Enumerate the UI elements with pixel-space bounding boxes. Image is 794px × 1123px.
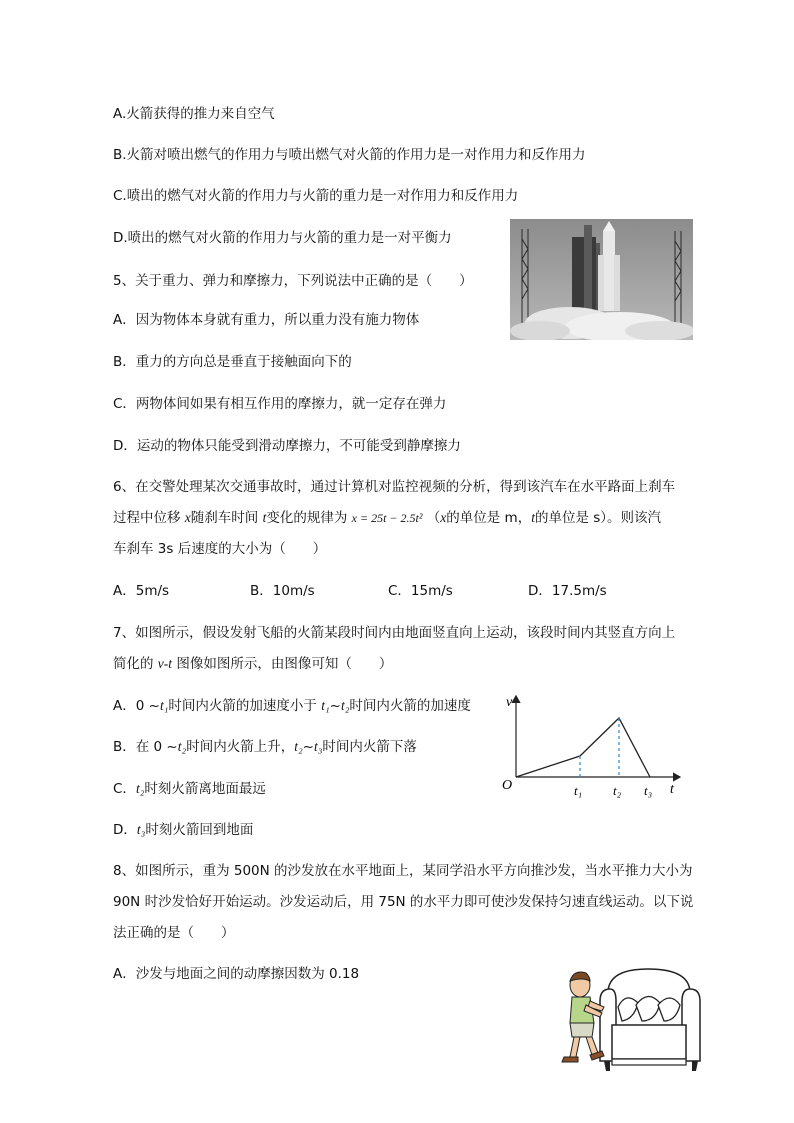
q6-option-d: D．17.5m/s xyxy=(528,583,607,599)
q6-stem-line2: 过程中位移 x随刹车时间 t变化的规律为 x = 25t − 2.5t² （x的单位是 m，t的单位是 s）。则该汽 xyxy=(113,510,662,526)
q5-stem: 5、关于重力、弹力和摩擦力，下列说法中正确的是（ ） xyxy=(113,273,473,289)
q7-stem-line2: 简化的 v-t 图像如图所示，由图像可知（ ） xyxy=(113,656,393,672)
q8-stem-line1: 8、如图所示，重为 500N 的沙发放在水平地面上，某同学沿水平方向推沙发，当水平推力大小为 xyxy=(113,863,693,879)
q8-option-a: A．沙发与地面之间的动摩擦因数为 0.18 xyxy=(113,966,360,982)
q7-option-d: D．t₃时刻火箭回到地面 xyxy=(113,822,254,838)
q6-stem-line1: 6、在交警处理某次交通事故时，通过计算机对监控视频的分析，得到该汽车在水平路面上刹车 xyxy=(113,479,676,495)
q5-option-c: C．两物体间如果有相互作用的摩擦力，就一定存在弹力 xyxy=(113,396,447,412)
q6-option-a: A．5m/s xyxy=(113,583,170,599)
rocket-launch-photo xyxy=(510,219,693,340)
q4-option-d: D.喷出的燃气对火箭的作用力与火箭的重力是一对平衡力 xyxy=(113,230,452,246)
q5-option-d: D．运动的物体只能受到滑动摩擦力，不可能受到静摩擦力 xyxy=(113,438,461,454)
q7-option-c: C．t₂时刻火箭离地面最远 xyxy=(113,781,266,797)
q8-stem-line3: 法正确的是（ ） xyxy=(113,925,235,941)
sofa-push-illustration xyxy=(556,963,706,1081)
q4-option-c: C.喷出的燃气对火箭的作用力与火箭的重力是一对作用力和反作用力 xyxy=(113,188,519,204)
vt-graph-v-label: v xyxy=(506,695,513,710)
q4-option-a: A.火箭获得的推力来自空气 xyxy=(113,106,275,122)
vt-graph-velocity-line xyxy=(516,718,650,777)
q6-stem-line3: 车刹车 3s 后速度的大小为（ ） xyxy=(113,541,327,557)
q5-option-b: B．重力的方向总是垂直于接触面向下的 xyxy=(113,354,352,370)
q5-option-a: A．因为物体本身就有重力，所以重力没有施力物体 xyxy=(113,312,420,328)
q4-option-b: B.火箭对喷出燃气的作用力与喷出燃气对火箭的作用力是一对作用力和反作用力 xyxy=(113,147,586,163)
vt-graph-t-label: t xyxy=(670,782,674,797)
vt-graph-t1-label: t₁ xyxy=(574,783,583,798)
q7-option-a: A．0 ~t₁时间内火箭的加速度小于 t₁~t₂时间内火箭的加速度 xyxy=(113,698,471,714)
q6-option-b: B．10m/s xyxy=(250,583,315,599)
vt-graph-t3-label: t₃ xyxy=(644,783,653,798)
vt-graph-origin-label: O xyxy=(502,778,513,793)
vt-graph-t2-label: t₂ xyxy=(613,783,622,798)
vt-graph xyxy=(498,690,688,802)
q6-option-c: C．15m/s xyxy=(388,583,453,599)
q8-stem-line2: 90N 时沙发恰好开始运动。沙发运动后，用 75N 的水平力即可使沙发保持匀速直线运动。以下说 xyxy=(113,894,694,910)
q6-formula: x = 25t − 2.5t² xyxy=(351,511,423,525)
q7-stem-line1: 7、如图所示，假设发射飞船的火箭某段时间内由地面竖直向上运动，该段时间内其竖直方向上 xyxy=(113,625,676,641)
q7-option-b: B．在 0 ~t₂时间内火箭上升，t₂~t₃时间内火箭下落 xyxy=(113,739,417,755)
